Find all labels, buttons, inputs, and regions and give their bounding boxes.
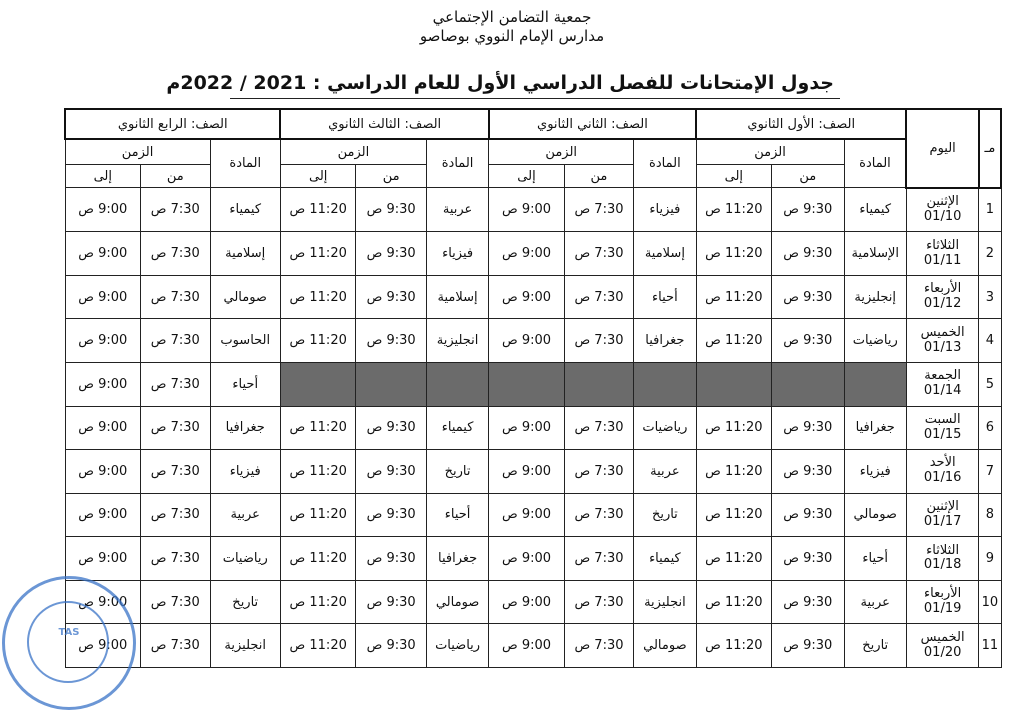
time-from-cell: 9:30 ص [772, 188, 844, 232]
closed-cell [696, 362, 772, 406]
column-subject: المادة [210, 139, 280, 188]
time-from-cell: 7:30 ص [564, 232, 633, 276]
column-time: الزمن [696, 139, 844, 165]
day-date: 01/18 [923, 557, 962, 573]
subject-cell: فيزياء [844, 450, 906, 494]
subject-cell: إسلامية [426, 275, 488, 319]
row-number: 6 [979, 406, 1001, 450]
time-to-cell: 11:20 ص [280, 275, 356, 319]
time-from-cell: 7:30 ص [141, 580, 210, 624]
subject-cell: جغرافيا [426, 537, 488, 581]
time-to-cell: 9:00 ص [489, 537, 564, 581]
column-to: إلى [280, 165, 356, 188]
time-from-cell: 9:30 ص [772, 537, 844, 581]
column-to: إلى [696, 165, 772, 188]
subject-cell: أحياء [634, 275, 696, 319]
day-name: الثلاثاء [926, 237, 960, 253]
time-to-cell: 11:20 ص [280, 406, 356, 450]
table-row [65, 362, 1001, 406]
time-to-cell: 11:20 ص [696, 406, 772, 450]
day-date: 01/11 [923, 252, 962, 268]
day-date: 01/13 [923, 339, 962, 355]
time-from-cell: 7:30 ص [141, 624, 210, 668]
column-from: من [772, 165, 844, 188]
subject-cell: انجليزية [210, 624, 280, 668]
subject-cell: أحياء [210, 362, 280, 406]
closed-cell [489, 362, 564, 406]
subject-cell: عربية [426, 188, 488, 232]
row-day [906, 493, 978, 537]
subject-cell: إسلامية [210, 232, 280, 276]
time-from-cell: 7:30 ص [564, 624, 633, 668]
row-day [906, 537, 978, 581]
time-from-cell: 7:30 ص [564, 188, 633, 232]
row-number: 7 [979, 450, 1001, 494]
table-body [65, 188, 1001, 668]
time-from-cell: 7:30 ص [141, 362, 210, 406]
time-to-cell: 11:20 ص [280, 624, 356, 668]
time-from-cell: 7:30 ص [141, 275, 210, 319]
time-to-cell: 11:20 ص [696, 450, 772, 494]
table-row [65, 450, 1001, 494]
time-from-cell: 7:30 ص [564, 537, 633, 581]
day-date: 01/10 [923, 208, 962, 224]
time-from-cell: 7:30 ص [141, 319, 210, 363]
row-day [906, 362, 978, 406]
time-to-cell: 11:20 ص [696, 232, 772, 276]
column-to: إلى [65, 165, 141, 188]
subject-cell: رياضيات [844, 319, 906, 363]
row-number: 8 [979, 493, 1001, 537]
time-to-cell: 11:20 ص [280, 493, 356, 537]
closed-cell [356, 362, 426, 406]
subject-cell: أحياء [426, 493, 488, 537]
row-day [906, 232, 978, 276]
time-from-cell: 9:30 ص [772, 580, 844, 624]
subject-cell: تاريخ [210, 580, 280, 624]
time-to-cell: 9:00 ص [489, 406, 564, 450]
time-to-cell: 11:20 ص [696, 275, 772, 319]
subject-cell: الإسلامية [844, 232, 906, 276]
time-to-cell: 11:20 ص [280, 450, 356, 494]
subject-cell: رياضيات [210, 537, 280, 581]
time-to-cell: 9:00 ص [65, 319, 141, 363]
closed-cell [564, 362, 633, 406]
time-to-cell: 9:00 ص [489, 450, 564, 494]
closed-cell [772, 362, 844, 406]
column-day: اليوم [906, 109, 978, 188]
table-row [65, 319, 1001, 363]
time-from-cell: 7:30 ص [141, 188, 210, 232]
subject-cell: جغرافيا [844, 406, 906, 450]
day-name: الأربعاء [924, 281, 962, 297]
time-to-cell: 11:20 ص [696, 624, 772, 668]
schedule-title: جدول الإمتحانات للفصل الدراسي الأول للعام الدراسي : 2021 / 2022م [166, 72, 834, 94]
grade-header: الصف: الثاني الثانوي [489, 109, 696, 139]
row-number: 3 [979, 275, 1001, 319]
time-to-cell: 9:00 ص [489, 188, 564, 232]
column-time: الزمن [489, 139, 634, 165]
subject-cell: صومالي [210, 275, 280, 319]
subject-cell: إسلامية [634, 232, 696, 276]
subject-cell: فيزياء [426, 232, 488, 276]
time-to-cell: 9:00 ص [65, 232, 141, 276]
time-from-cell: 9:30 ص [356, 493, 426, 537]
subject-cell: رياضيات [634, 406, 696, 450]
subject-cell: تاريخ [426, 450, 488, 494]
subject-cell: عربية [210, 493, 280, 537]
day-name: الأحد [929, 455, 956, 471]
day-date: 01/14 [923, 383, 962, 399]
day-name: السبت [924, 411, 961, 427]
time-to-cell: 11:20 ص [280, 188, 356, 232]
table-row [65, 275, 1001, 319]
school-name: مدارس الإمام النووي بوصاصو [419, 26, 605, 45]
table-row [65, 406, 1001, 450]
time-to-cell: 9:00 ص [489, 493, 564, 537]
row-day [906, 406, 978, 450]
day-date: 01/15 [923, 426, 962, 442]
title-underline [230, 98, 840, 99]
time-from-cell: 7:30 ص [564, 580, 633, 624]
document-header [0, 8, 1024, 46]
day-date: 01/19 [923, 601, 962, 617]
time-from-cell: 7:30 ص [141, 537, 210, 581]
time-from-cell: 9:30 ص [356, 624, 426, 668]
time-to-cell: 11:20 ص [280, 580, 356, 624]
time-from-cell: 9:30 ص [772, 319, 844, 363]
subject-cell: كيمياء [844, 188, 906, 232]
subject-cell: عربية [634, 450, 696, 494]
row-number: 9 [979, 537, 1001, 581]
day-name: الخميس [920, 629, 965, 645]
day-date: 01/12 [923, 296, 962, 312]
time-from-cell: 9:30 ص [772, 450, 844, 494]
table-row [65, 580, 1001, 624]
column-subject: المادة [426, 139, 488, 188]
time-from-cell: 9:30 ص [772, 624, 844, 668]
row-number: 10 [979, 580, 1001, 624]
grade-header: الصف: الرابع الثانوي [65, 109, 280, 139]
subject-cell: صومالي [634, 624, 696, 668]
time-from-cell: 9:30 ص [772, 406, 844, 450]
time-to-cell: 9:00 ص [489, 319, 564, 363]
time-from-cell: 9:30 ص [356, 406, 426, 450]
closed-cell [426, 362, 488, 406]
time-to-cell: 11:20 ص [696, 319, 772, 363]
time-to-cell: 11:20 ص [696, 493, 772, 537]
stamp-inner-ring [27, 601, 109, 683]
time-to-cell: 9:00 ص [65, 450, 141, 494]
row-day [906, 188, 978, 232]
time-from-cell: 7:30 ص [141, 450, 210, 494]
header-row-grades [65, 109, 1001, 139]
table-header [65, 109, 1001, 188]
grade-header: الصف: الثالث الثانوي [280, 109, 488, 139]
row-day [906, 580, 978, 624]
column-from: من [356, 165, 426, 188]
time-from-cell: 7:30 ص [141, 493, 210, 537]
time-to-cell: 9:00 ص [489, 232, 564, 276]
day-name: الإثنين [926, 193, 959, 209]
subject-cell: صومالي [426, 580, 488, 624]
time-from-cell: 9:30 ص [356, 275, 426, 319]
row-day [906, 319, 978, 363]
header-row-time [65, 139, 1001, 165]
table-row [65, 624, 1001, 668]
time-from-cell: 9:30 ص [356, 188, 426, 232]
time-to-cell: 9:00 ص [489, 624, 564, 668]
exam-schedule-table [64, 108, 1002, 668]
time-to-cell: 9:00 ص [65, 537, 141, 581]
closed-cell [844, 362, 906, 406]
column-time: الزمن [65, 139, 210, 165]
column-subject: المادة [844, 139, 906, 188]
table-row [65, 232, 1001, 276]
time-from-cell: 9:30 ص [356, 232, 426, 276]
column-time: الزمن [280, 139, 426, 165]
day-name: الإثنين [926, 498, 959, 514]
time-from-cell: 9:30 ص [356, 319, 426, 363]
organization-name: جمعية التضامن الإجتماعي [432, 8, 592, 26]
time-to-cell: 11:20 ص [280, 232, 356, 276]
subject-cell: صومالي [844, 493, 906, 537]
stamp-text: TAS [58, 627, 80, 638]
subject-cell: كيمياء [426, 406, 488, 450]
time-from-cell: 7:30 ص [564, 275, 633, 319]
day-name: الخميس [920, 324, 965, 340]
time-to-cell: 9:00 ص [65, 406, 141, 450]
day-name: الجمعة [924, 368, 962, 384]
subject-cell: تاريخ [844, 624, 906, 668]
row-number: 2 [979, 232, 1001, 276]
time-from-cell: 9:30 ص [772, 493, 844, 537]
time-to-cell: 9:00 ص [489, 275, 564, 319]
time-from-cell: 9:30 ص [356, 580, 426, 624]
time-to-cell: 11:20 ص [696, 580, 772, 624]
table-row [65, 188, 1001, 232]
row-day [906, 450, 978, 494]
time-to-cell: 11:20 ص [696, 537, 772, 581]
subject-cell: رياضيات [426, 624, 488, 668]
subject-cell: جغرافيا [210, 406, 280, 450]
column-to: إلى [489, 165, 564, 188]
time-to-cell: 11:20 ص [696, 188, 772, 232]
subject-cell: فيزياء [634, 188, 696, 232]
column-subject: المادة [634, 139, 696, 188]
time-to-cell: 9:00 ص [65, 580, 141, 624]
subject-cell: كيمياء [210, 188, 280, 232]
day-name: الثلاثاء [926, 542, 960, 558]
subject-cell: عربية [844, 580, 906, 624]
row-number: 4 [979, 319, 1001, 363]
closed-cell [634, 362, 696, 406]
time-from-cell: 7:30 ص [141, 232, 210, 276]
subject-cell: كيمياء [634, 537, 696, 581]
time-from-cell: 9:30 ص [356, 537, 426, 581]
column-number: مـ [979, 109, 1001, 188]
time-to-cell: 9:00 ص [489, 580, 564, 624]
day-name: الأربعاء [924, 586, 962, 602]
time-to-cell: 11:20 ص [280, 537, 356, 581]
time-from-cell: 7:30 ص [564, 450, 633, 494]
column-from: من [141, 165, 210, 188]
subject-cell: جغرافيا [634, 319, 696, 363]
time-to-cell: 9:00 ص [65, 493, 141, 537]
subject-cell: الحاسوب [210, 319, 280, 363]
time-to-cell: 9:00 ص [65, 362, 141, 406]
time-from-cell: 7:30 ص [564, 493, 633, 537]
table-row [65, 493, 1001, 537]
time-to-cell: 9:00 ص [65, 188, 141, 232]
grade-header: الصف: الأول الثانوي [696, 109, 906, 139]
time-from-cell: 9:30 ص [772, 275, 844, 319]
day-date: 01/16 [923, 470, 962, 486]
subject-cell: تاريخ [634, 493, 696, 537]
time-to-cell: 9:00 ص [65, 275, 141, 319]
day-date: 01/20 [923, 644, 962, 660]
table-row [65, 537, 1001, 581]
subject-cell: إنجليزية [844, 275, 906, 319]
time-to-cell: 9:00 ص [65, 624, 141, 668]
row-number: 5 [979, 362, 1001, 406]
time-from-cell: 7:30 ص [564, 319, 633, 363]
row-day [906, 624, 978, 668]
row-number: 11 [979, 624, 1001, 668]
time-to-cell: 11:20 ص [280, 319, 356, 363]
day-date: 01/17 [923, 513, 962, 529]
time-from-cell: 9:30 ص [772, 232, 844, 276]
subject-cell: انجليزية [634, 580, 696, 624]
subject-cell: فيزياء [210, 450, 280, 494]
row-day [906, 275, 978, 319]
time-from-cell: 7:30 ص [564, 406, 633, 450]
row-number: 1 [979, 188, 1001, 232]
time-from-cell: 7:30 ص [141, 406, 210, 450]
subject-cell: انجليزية [426, 319, 488, 363]
subject-cell: أحياء [844, 537, 906, 581]
time-from-cell: 9:30 ص [356, 450, 426, 494]
closed-cell [280, 362, 356, 406]
column-from: من [564, 165, 633, 188]
school-stamp [2, 576, 136, 710]
